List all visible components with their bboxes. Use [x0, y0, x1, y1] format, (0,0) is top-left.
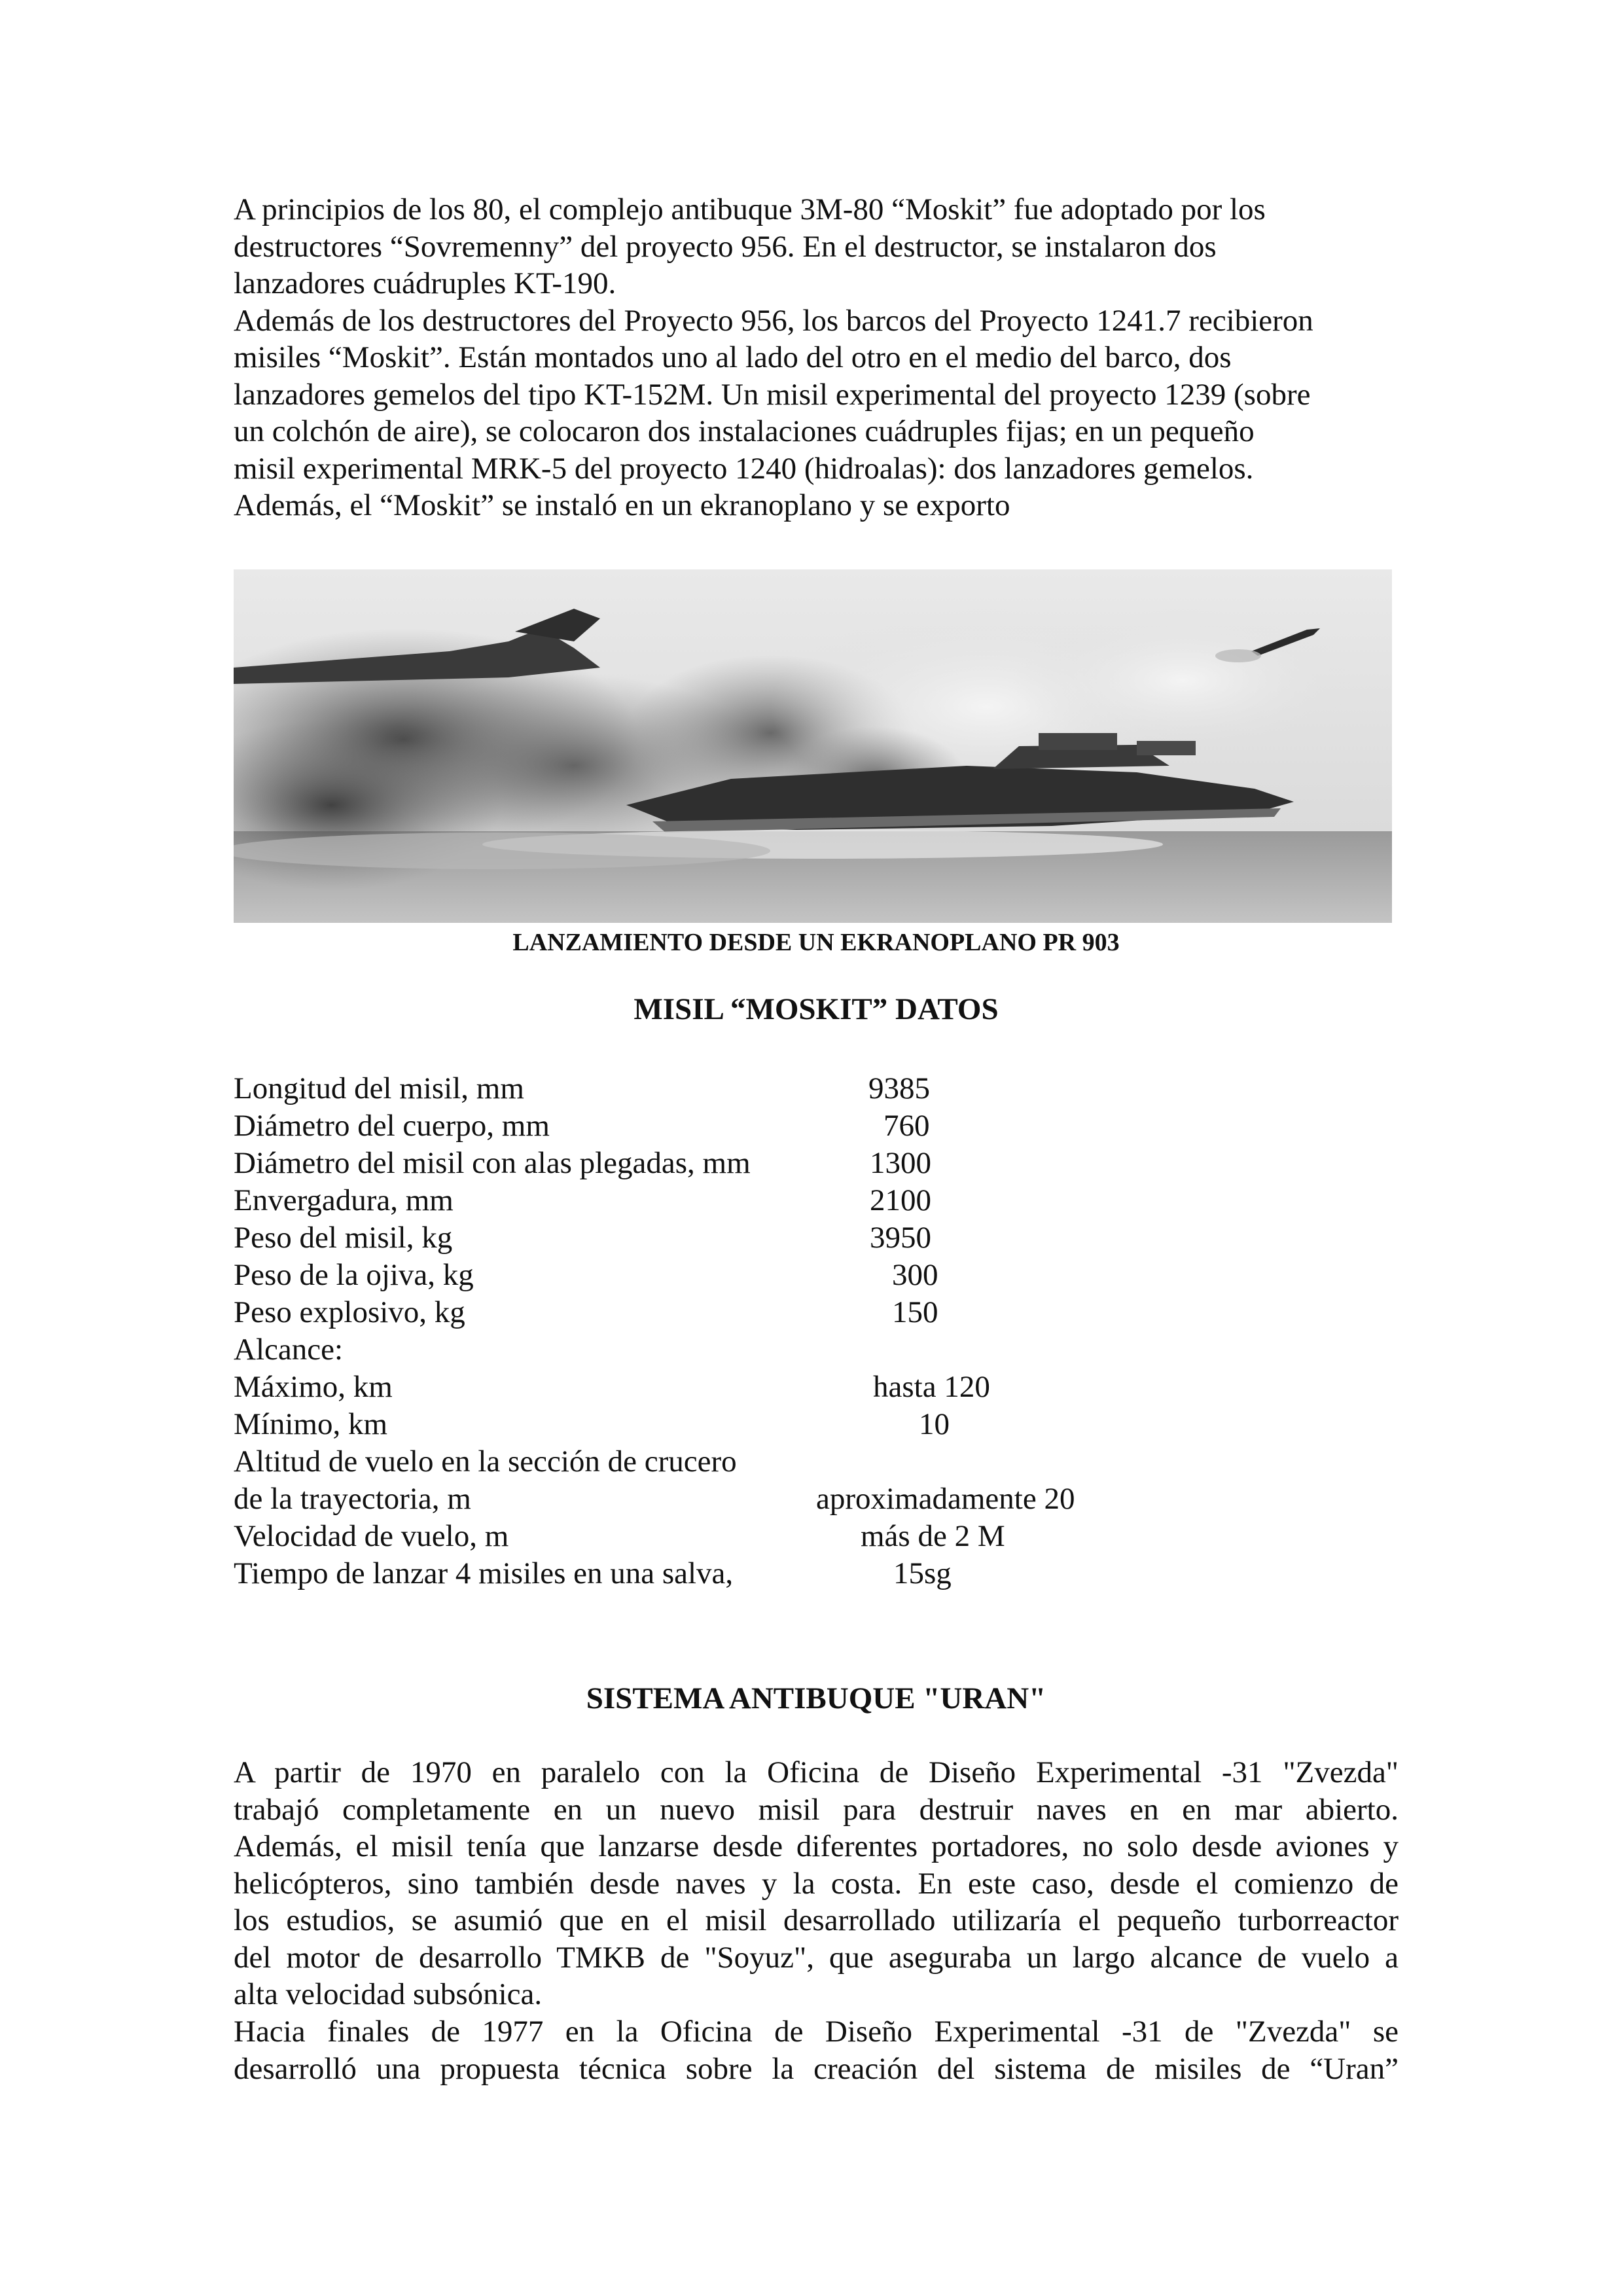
text-line: desarrolló una propuesta técnica sobre la creación del sistema de misiles de “Uran” — [234, 2051, 1399, 2086]
spec-value: aproximadamente 20 — [816, 1482, 1075, 1516]
spec-value: 9385 — [868, 1071, 930, 1105]
spec-label: Máximo, km — [234, 1370, 393, 1404]
text-line: Además, el “Moskit” se instaló en un ekranoplano y se exporto — [234, 488, 1010, 522]
text-line: misiles “Moskit”. Están montados uno al lado del otro en el medio del barco, dos — [234, 340, 1232, 374]
text-line: misil experimental MRK-5 del proyecto 1240 (hidroalas): dos lanzadores gemelos. — [234, 451, 1254, 486]
ekranoplan-launch-photo — [234, 569, 1392, 923]
text-line: alta velocidad subsónica. — [234, 1977, 543, 2011]
text-line: A principios de los 80, el complejo antibuque 3M-80 “Moskit” fue adoptado por los — [234, 192, 1266, 226]
spec-value: 15sg — [893, 1556, 952, 1590]
text-line: Además de los destructores del Proyecto 956, los barcos del Proyecto 1241.7 recibieron — [234, 303, 1313, 338]
text-line: helicópteros, sino también desde naves y la costa. En este caso, desde el comienzo de — [234, 1866, 1399, 1901]
spec-label: Peso de la ojiva, kg — [234, 1258, 474, 1292]
intro-paragraph — [234, 191, 1399, 524]
text-line: Hacia finales de 1977 en la Oficina de Diseño Experimental -31 de "Zvezda" se — [234, 2015, 1399, 2049]
spec-label: Diámetro del misil con alas plegadas, mm — [234, 1146, 751, 1180]
uran-paragraph-1 — [234, 1754, 1399, 2013]
spec-label: Velocidad de vuelo, m — [234, 1519, 509, 1553]
spec-label: Envergadura, mm — [234, 1183, 454, 1217]
uran-paragraph-2 — [234, 2013, 1399, 2087]
text-line: del motor de desarrollo TMKB de "Soyuz", que aseguraba un largo alcance de vuelo a — [234, 1940, 1399, 1975]
spec-value: 150 — [892, 1295, 938, 1329]
spec-label: Diámetro del cuerpo, mm — [234, 1109, 550, 1143]
uran-heading: SISTEMA ANTIBUQUE "URAN" — [586, 1681, 1046, 1715]
spec-label: de la trayectoria, m — [234, 1482, 471, 1516]
spec-value: 10 — [919, 1407, 950, 1441]
text-line: Además, el misil tenía que lanzarse desde diferentes portadores, no solo desde aviones y — [234, 1829, 1399, 1863]
spec-label: Mínimo, km — [234, 1407, 388, 1441]
spec-value: hasta 120 — [873, 1370, 990, 1404]
spec-label: Peso explosivo, kg — [234, 1295, 465, 1329]
text-line: lanzadores cuádruples KT-190. — [234, 266, 616, 300]
spec-label: Peso del misil, kg — [234, 1221, 453, 1255]
spec-label: Altitud de vuelo en la sección de crucero — [234, 1444, 737, 1479]
text-line: los estudios, se asumió que en el misil desarrollado utilizaría el pequeño turborreactor — [234, 1903, 1399, 1937]
text-line: trabajó completamente en un nuevo misil para destruir naves en en mar abierto. — [234, 1792, 1399, 1827]
spec-value: 3950 — [870, 1221, 931, 1255]
spec-value: 1300 — [870, 1146, 931, 1180]
specs-heading: MISIL “MOSKIT” DATOS — [633, 992, 999, 1026]
spec-label: Longitud del misil, mm — [234, 1071, 524, 1105]
text-line: destructores “Sovremenny” del proyecto 956. En el destructor, se instalaron dos — [234, 229, 1217, 264]
text-line: un colchón de aire), se colocaron dos instalaciones cuádruples fijas; en un pequeño — [234, 414, 1255, 448]
spec-value: 760 — [883, 1109, 930, 1143]
spec-value: 300 — [892, 1258, 938, 1292]
figure-caption: LANZAMIENTO DESDE UN EKRANOPLANO PR 903 — [512, 929, 1120, 956]
spec-label: Alcance: — [234, 1333, 344, 1367]
text-line: A partir de 1970 en paralelo con la Oficina de Diseño Experimental -31 "Zvezda" — [234, 1755, 1399, 1789]
spec-value: 2100 — [870, 1183, 931, 1217]
text-line: lanzadores gemelos del tipo KT-152M. Un misil experimental del proyecto 1239 (sobre — [234, 377, 1311, 412]
spec-value: más de 2 M — [861, 1519, 1005, 1553]
spec-label: Tiempo de lanzar 4 misiles en una salva, — [234, 1556, 734, 1590]
